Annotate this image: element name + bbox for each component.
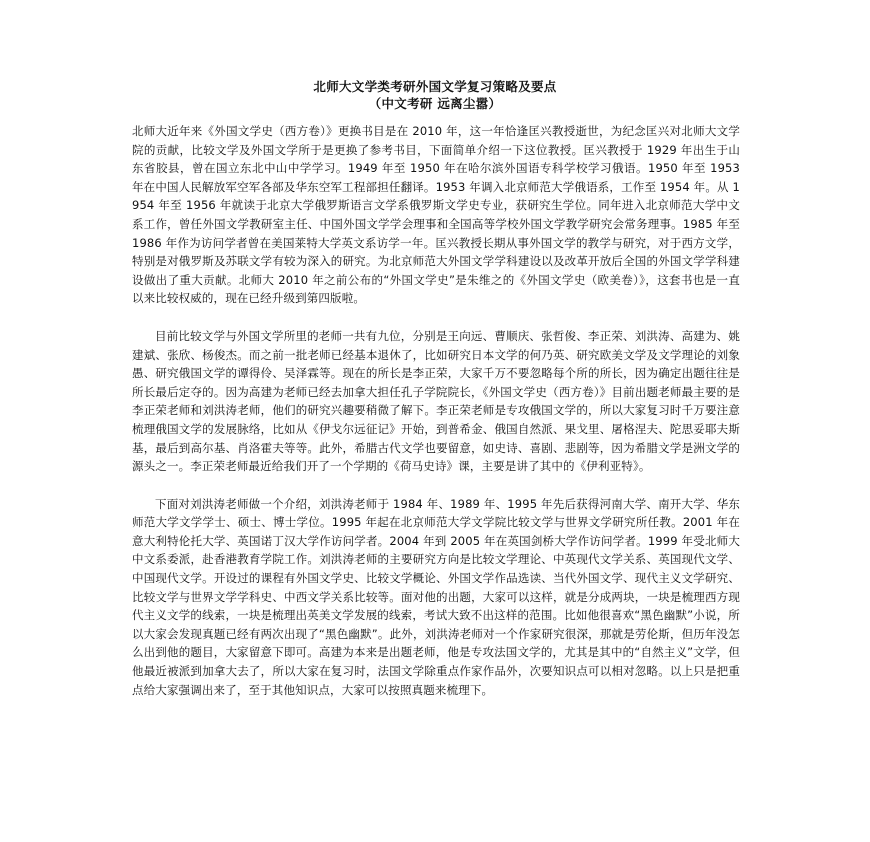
paragraph-intro-kuang-xing: 北师大近年来《外国文学史（西方卷）》更换书目是在 2010 年，这一年恰逢匡兴教授逝世，为纪念匡兴对北师大文学院的贡献，比较文学及外国文学所于是更换了参考书目，下面简单介绍一下这位教授。匡兴教授于 1929 年出生于山东省胶县，曾在国立东北中山中学学习。1949 年至 1950 年在哈尔滨外国语专科学校学习俄语。1950 年至 1953 年在中国人民解放军空军各部及华东空军工程部担任翻译。1953 年调入北京师范大学俄语系，工作至 1954 年。从 1954 年至 1956 年就读于北京大学俄罗斯语言文学系俄罗斯文学史专业，获研究生学位。同年进入北京师范大学中文系工作，曾任外国文学教研室主任、中国外国文学学会理事和全国高等学校外国文学教学研究会常务理事。1985 年至 1986 年作为访问学者曾在美国莱特大学英文系访学一年。匡兴教授长期从事外国文学的教学与研究，对于西方文学，特别是对俄罗斯及苏联文学有较为深入的研究。为北京师范大外国文学学科建设以及改革开放后全国的外国文学学科建设做出了重大贡献。北师大 2010 年之前公布的“外国文学史”是朱维之的《外国文学史（欧美卷）》，这套书也是一直以来比较权威的，现在已经升级到第四版啦。 xyxy=(132,124,740,306)
paragraph-faculty-overview: 目前比较文学与外国文学所里的老师一共有九位，分别是王向远、曹顺庆、张哲俊、李正荣、刘洪涛、高建为、姚建斌、张欣、杨俊杰。而之前一批老师已经基本退休了，比如研究日本文学的何乃英、研究欧美文学及文学理论的刘象愚、研究俄国文学的谭得伶、吴泽霖等。现在的所长是李正荣，大家千万不要忽略每个所的所长，因为确定出题往往是所长最后定夺的。因为高建为老师已经去加拿大担任孔子学院院长，《外国文学史（西方卷）》目前出题老师最主要的是李正荣老师和刘洪涛老师，他们的研究兴趣要稍微了解下。李正荣老师是专攻俄国文学的，所以大家复习时千万要注意梳理俄国文学的发展脉络，比如从《伊戈尔远征记》开始，到普希金、俄国自然派、果戈里、屠格涅夫、陀思妥耶夫斯基，最后到高尔基、肖洛霍夫等等。此外，希腊古代文学也要留意，如史诗、喜剧、悲剧等，因为希腊文学是洲文学的源头之一。李正荣老师最近给我们开了一个学期的《荷马史诗》课，主要是讲了其中的《伊利亚特》。 xyxy=(132,328,740,474)
paragraph-liu-hongtao: 下面对刘洪涛老师做一个介绍，刘洪涛老师于 1984 年、1989 年、1995 年先后获得河南大学、南开大学、华东师范大学文学学士、硕士、博士学位。1995 年起在北京师范大学文学院比较文学与世界文学研究所任教。2001 年在意大利特伦托大学、英国诺丁汉大学作访问学者。2004 年到 2005 年在英国剑桥大学作访问学者。1999 年受北师大中文系委派，赴香港教育学院工作。刘洪涛老师的主要研究方向是比较文学理论、中英现代文学关系、英国现代文学、中国现代文学。开设过的课程有外国文学史、比较文学概论、外国文学作品选读、当代外国文学、现代主义文学研究、比较文学与世界文学学科史、中西文学关系比较等。面对他的出题，大家可以这样，就是分成两块，一块是梳理西方现代主义文学的线索，一块是梳理出英美文学发展的线索，考试大致不出这样的范围。比如他很喜欢“黑色幽默”小说，所以大家会发现真题已经有两次出现了“黑色幽默”。此外，刘洪涛老师对一个作家研究很深，那就是劳伦斯，但历年没怎么出到他的题目，大家留意下即可。高建为本来是出题老师，他是专攻法国文学的，尤其是其中的“自然主义”文学，但他最近被派到加拿大去了，所以大家在复习时，法国文学除重点作家作品外，次要知识点可以相对忽略。以上只是把重点给大家强调出来了，至于其他知识点，大家可以按照真题来梳理下。 xyxy=(132,496,740,697)
document-body xyxy=(132,122,740,718)
document-title: 北师大文学类考研外国文学复习策略及要点 xyxy=(313,79,557,94)
document-subtitle: （中文考研 远离尘嚣） xyxy=(368,96,502,111)
title-block xyxy=(0,78,870,112)
